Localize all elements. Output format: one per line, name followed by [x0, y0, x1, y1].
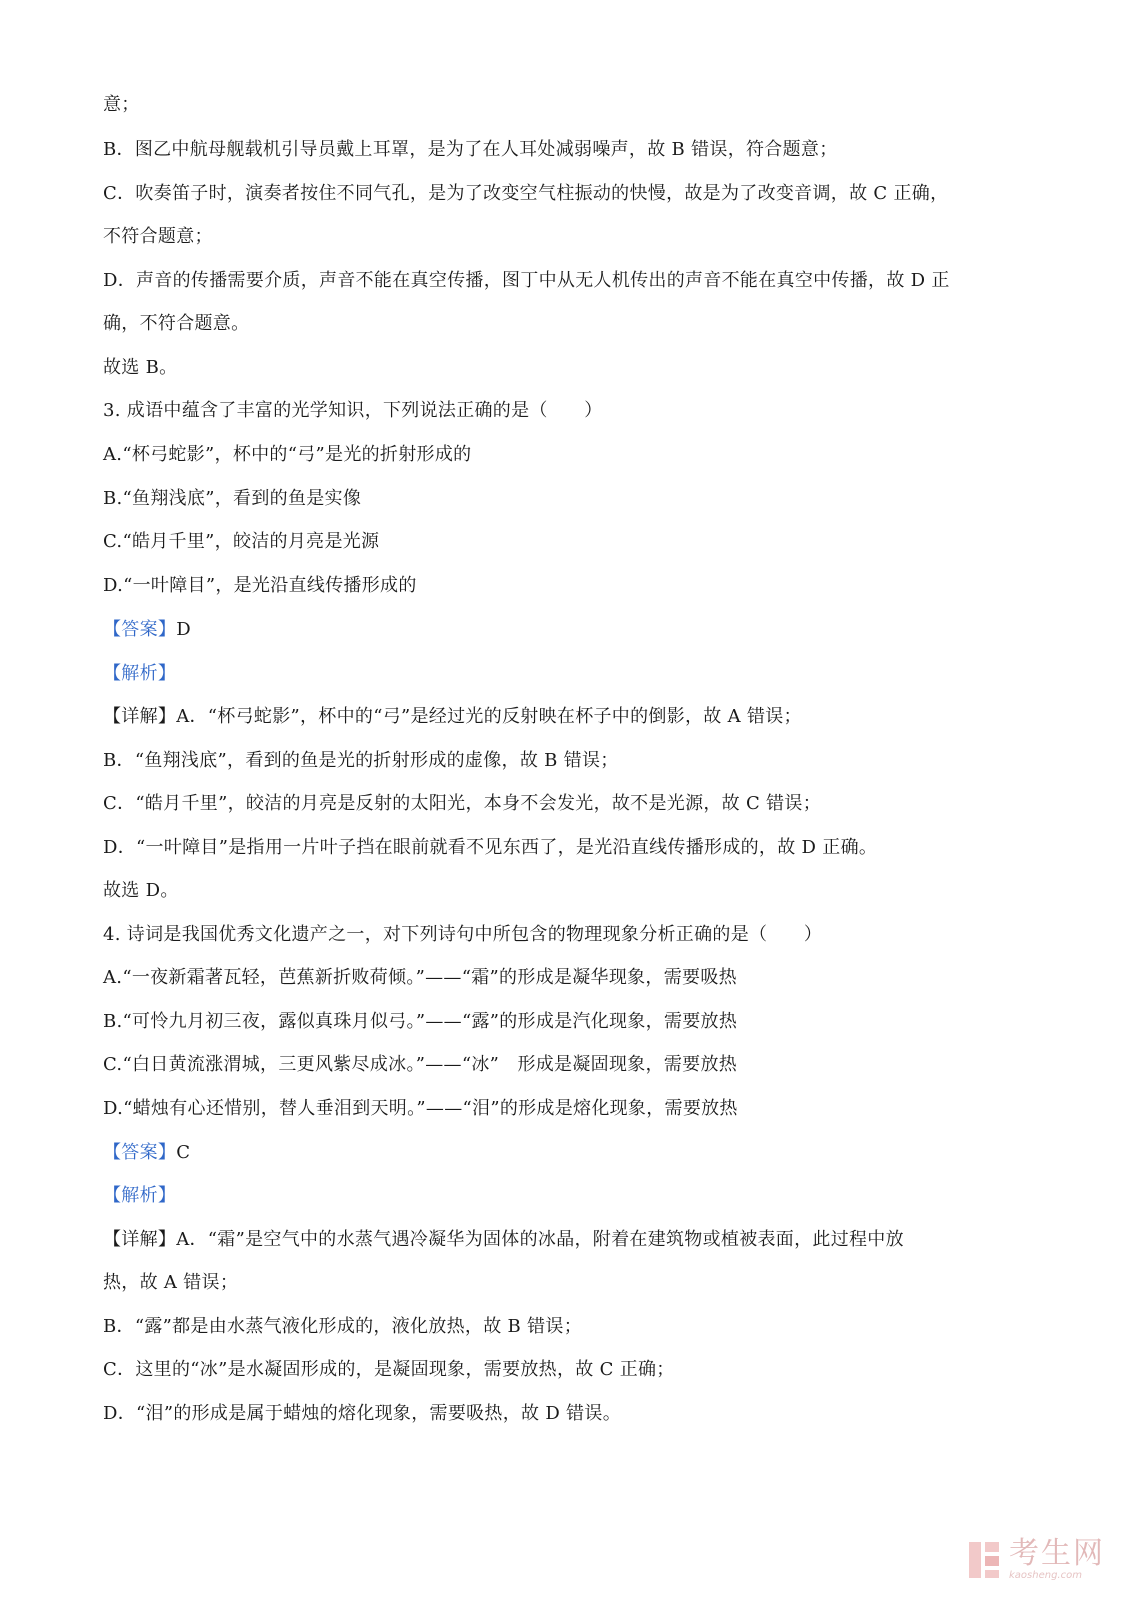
question-3-option-c: C.“皓月千里”，皎洁的月亮是光源 [103, 531, 380, 552]
answer-tag: 【答案】 [103, 619, 177, 640]
watermark-name: 考生网 [1009, 1536, 1105, 1571]
question-4-option-c: C.“白日黄流涨渭城，三更风紫尽成冰。”——“冰” 形成是凝固现象，需要放热 [103, 1054, 738, 1075]
text-line: B．图乙中航母舰载机引导员戴上耳罩，是为了在人耳处减弱噪声，故 B 错误，符合题意； [103, 139, 838, 160]
text-line: D．“泪”的形成是属于蜡烛的熔化现象，需要吸热，故 D 错误。 [103, 1403, 622, 1424]
text-line: C．吹奏笛子时，演奏者按住不同气孔，是为了改变空气柱振动的快慢，故是为了改变音调，故 C 正确， [103, 183, 949, 204]
question-4-answer [103, 1140, 190, 1166]
analysis-tag: 【解析】 [103, 1185, 177, 1206]
question-4-analysis-heading [103, 1183, 176, 1209]
text-line: 确，不符合题意。 [103, 313, 250, 334]
watermark-domain: kaosheng.com [1009, 1570, 1082, 1581]
text-line: 热，故 A 错误； [103, 1272, 239, 1293]
answer-value: C [176, 1142, 191, 1163]
detail-text: A．“杯弓蛇影”，杯中的“弓”是经过光的反射映在杯子中的倒影，故 A 错误； [176, 706, 802, 727]
question-3-detail [103, 704, 802, 730]
detail-tag: 【详解】 [103, 706, 177, 727]
question-4-option-b: B.“可怜九月初三夜，露似真珠月似弓。”——“露”的形成是汽化现象，需要放热 [103, 1011, 738, 1032]
text-line: 不符合题意； [103, 226, 213, 247]
question-3-option-a: A.“杯弓蛇影”，杯中的“弓”是光的折射形成的 [103, 444, 472, 465]
watermark-logo-icon [967, 1540, 1001, 1580]
answer-tag: 【答案】 [103, 1142, 177, 1163]
text-line: D．“一叶障目”是指用一片叶子挡在眼前就看不见东西了，是光沿直线传播形成的，故 D 正确。 [103, 837, 878, 858]
question-3-stem: 3. 成语中蕴含了丰富的光学知识，下列说法正确的是（ ） [103, 400, 603, 421]
question-3-answer [103, 617, 191, 643]
question-3-option-d: D.“一叶障目”，是光沿直线传播形成的 [103, 575, 417, 596]
text-line: 故选 B。 [103, 357, 178, 378]
question-4-option-d: D.“蜡烛有心还惜别，替人垂泪到天明。”——“泪”的形成是熔化现象，需要放热 [103, 1098, 738, 1119]
text-line: D．声音的传播需要介质，声音不能在真空传播，图丁中从无人机传出的声音不能在真空中传播，故 D 正 [103, 270, 950, 291]
question-3-option-b: B.“鱼翔浅底”，看到的鱼是实像 [103, 488, 362, 509]
answer-value: D [176, 619, 191, 640]
text-line: 意； [103, 94, 140, 115]
question-4-option-a: A.“一夜新霜著瓦轻，芭蕉新折败荷倾。”——“霜”的形成是凝华现象，需要吸热 [103, 967, 737, 988]
question-3-analysis-heading [103, 661, 176, 687]
watermark-logo [967, 1538, 1105, 1582]
detail-tag: 【详解】 [103, 1229, 177, 1250]
text-line: 故选 D。 [103, 880, 179, 901]
text-line: C．“皓月千里”，皎洁的月亮是反射的太阳光，本身不会发光，故不是光源，故 C 错误； [103, 793, 821, 814]
text-line: C．这里的“冰”是水凝固形成的，是凝固现象，需要放热，故 C 正确； [103, 1359, 675, 1380]
analysis-tag: 【解析】 [103, 663, 177, 684]
text-line: B．“露”都是由水蒸气液化形成的，液化放热，故 B 错误； [103, 1316, 582, 1337]
text-line: B．“鱼翔浅底”，看到的鱼是光的折射形成的虚像，故 B 错误； [103, 750, 619, 771]
detail-text: A．“霜”是空气中的水蒸气遇冷凝华为固体的冰晶，附着在建筑物或植被表面，此过程中放 [176, 1229, 904, 1250]
question-4-detail [103, 1227, 904, 1253]
question-4-stem: 4. 诗词是我国优秀文化遗产之一，对下列诗句中所包含的物理现象分析正确的是（ ） [103, 924, 823, 945]
